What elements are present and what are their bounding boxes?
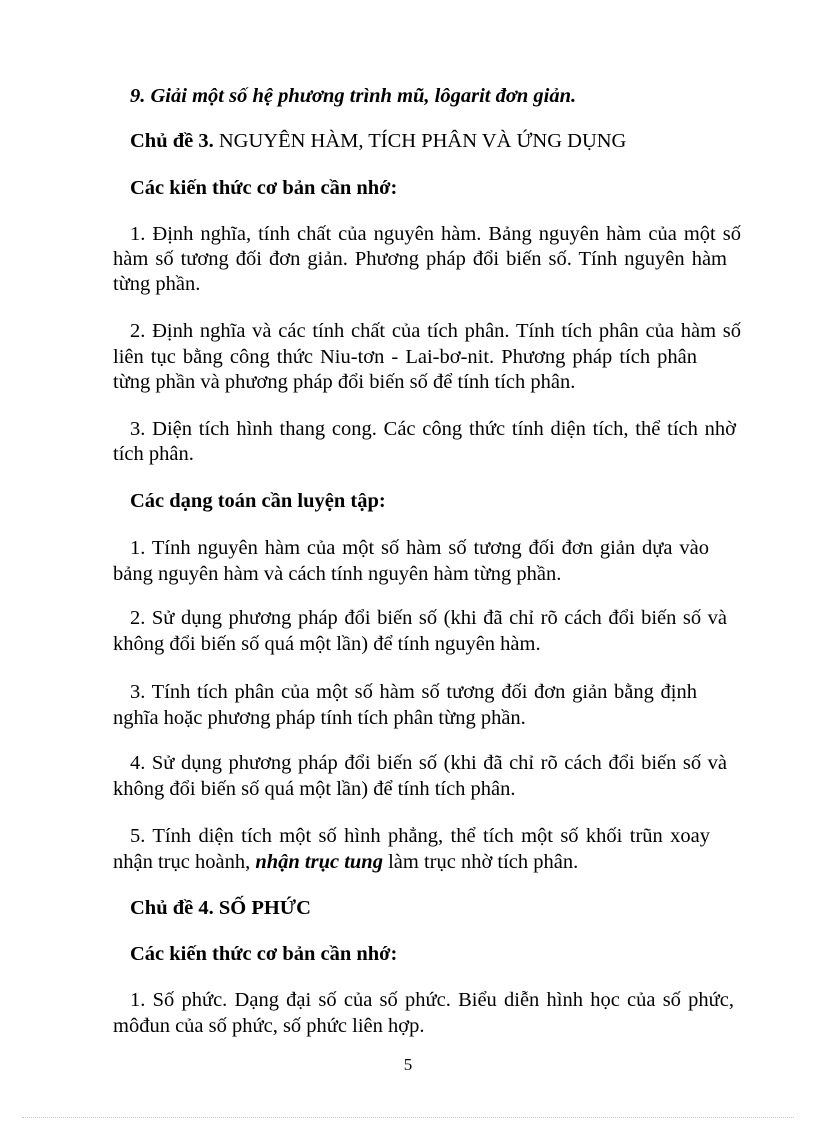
topic3-practice-2-line-1: 2. Sử dụng phương pháp đổi biến số (khi đã chỉ rõ cách đổi biến số và (130, 607, 727, 629)
page-number: 5 (403, 1055, 413, 1074)
topic4-knowledge-1-line-2: môđun của số phức, số phức liên hợp. (113, 1015, 425, 1037)
topic3-practice-3-line-1: 3. Tính tích phân của một số hàm số tương đối đơn giản bằng định (130, 681, 697, 703)
topic3-practice-4-line-2: không đổi biến số quá một lần) để tính tích phân. (113, 778, 516, 800)
topic3-knowledge-1-line-3: từng phần. (113, 273, 201, 295)
topic3-knowledge-3-line-1: 3. Diện tích hình thang cong. Các công thức tính diện tích, thể tích nhờ (130, 418, 736, 440)
topic3-practice-5-emphasis: nhận trục tung (255, 851, 383, 873)
topic3-practice-5-line-1: 5. Tính diện tích một số hình phẳng, thể tích một số khối trũn xoay (130, 825, 710, 847)
topic3-knowledge-2-line-2: liên tục bằng công thức Niu-tơn - Lai-bơ-nit. Phương pháp tích phân (113, 346, 697, 368)
heading-item-9: 9. Giải một số hệ phương trình mũ, lôgarit đơn giản. (130, 85, 577, 107)
topic3-prefix: Chủ đề 3. (130, 130, 219, 152)
topic3-knowledge-2-line-1: 2. Định nghĩa và các tính chất của tích phân. Tính tích phân của hàm số (130, 320, 741, 342)
topic3-knowledge-3-line-2: tích phân. (113, 443, 194, 465)
topic3-practice-3-line-2: nghĩa hoặc phương pháp tính tích phân từng phần. (113, 707, 526, 729)
topic3-practice-1-line-1: 1. Tính nguyên hàm của một số hàm số tương đối đơn giản dựa vào (130, 537, 709, 559)
topic4-heading: Chủ đề 4. SỐ PHỨC (130, 897, 311, 919)
topic3-knowledge-1-line-1: 1. Định nghĩa, tính chất của nguyên hàm. Bảng nguyên hàm của một số (130, 223, 741, 245)
topic3-knowledge-2-line-3: từng phần và phương pháp đổi biến số để tính tích phân. (113, 371, 576, 393)
topic3-practice-4-line-1: 4. Sử dụng phương pháp đổi biến số (khi đã chỉ rõ cách đổi biến số và (130, 752, 727, 774)
topic4-knowledge-1-line-1: 1. Số phức. Dạng đại số của số phức. Biểu diễn hình học của số phức, (130, 989, 734, 1011)
topic3-practice-heading: Các dạng toán cần luyện tập: (130, 490, 386, 512)
page-bottom-divider (22, 1117, 794, 1118)
topic3-practice-5-text-b: làm trục nhờ tích phân. (382, 851, 579, 873)
topic3-practice-5-line-2 (113, 849, 733, 875)
topic3-practice-2-line-2: không đổi biến số quá một lần) để tính nguyên hàm. (113, 633, 541, 655)
topic3-title: NGUYÊN HÀM, TÍCH PHÂN VÀ ỨNG DỤNG (218, 130, 627, 152)
topic4-knowledge-heading: Các kiến thức cơ bản cần nhớ: (130, 943, 398, 965)
topic3-knowledge-1-line-2: hàm số tương đối đơn giản. Phương pháp đổi biến số. Tính nguyên hàm (113, 248, 727, 270)
topic3-practice-5-text-a: nhận trục hoành, (113, 851, 256, 873)
topic3-knowledge-heading: Các kiến thức cơ bản cần nhớ: (130, 177, 398, 199)
topic3-practice-1-line-2: bảng nguyên hàm và cách tính nguyên hàm từng phần. (113, 563, 562, 585)
topic3-heading (130, 128, 730, 154)
